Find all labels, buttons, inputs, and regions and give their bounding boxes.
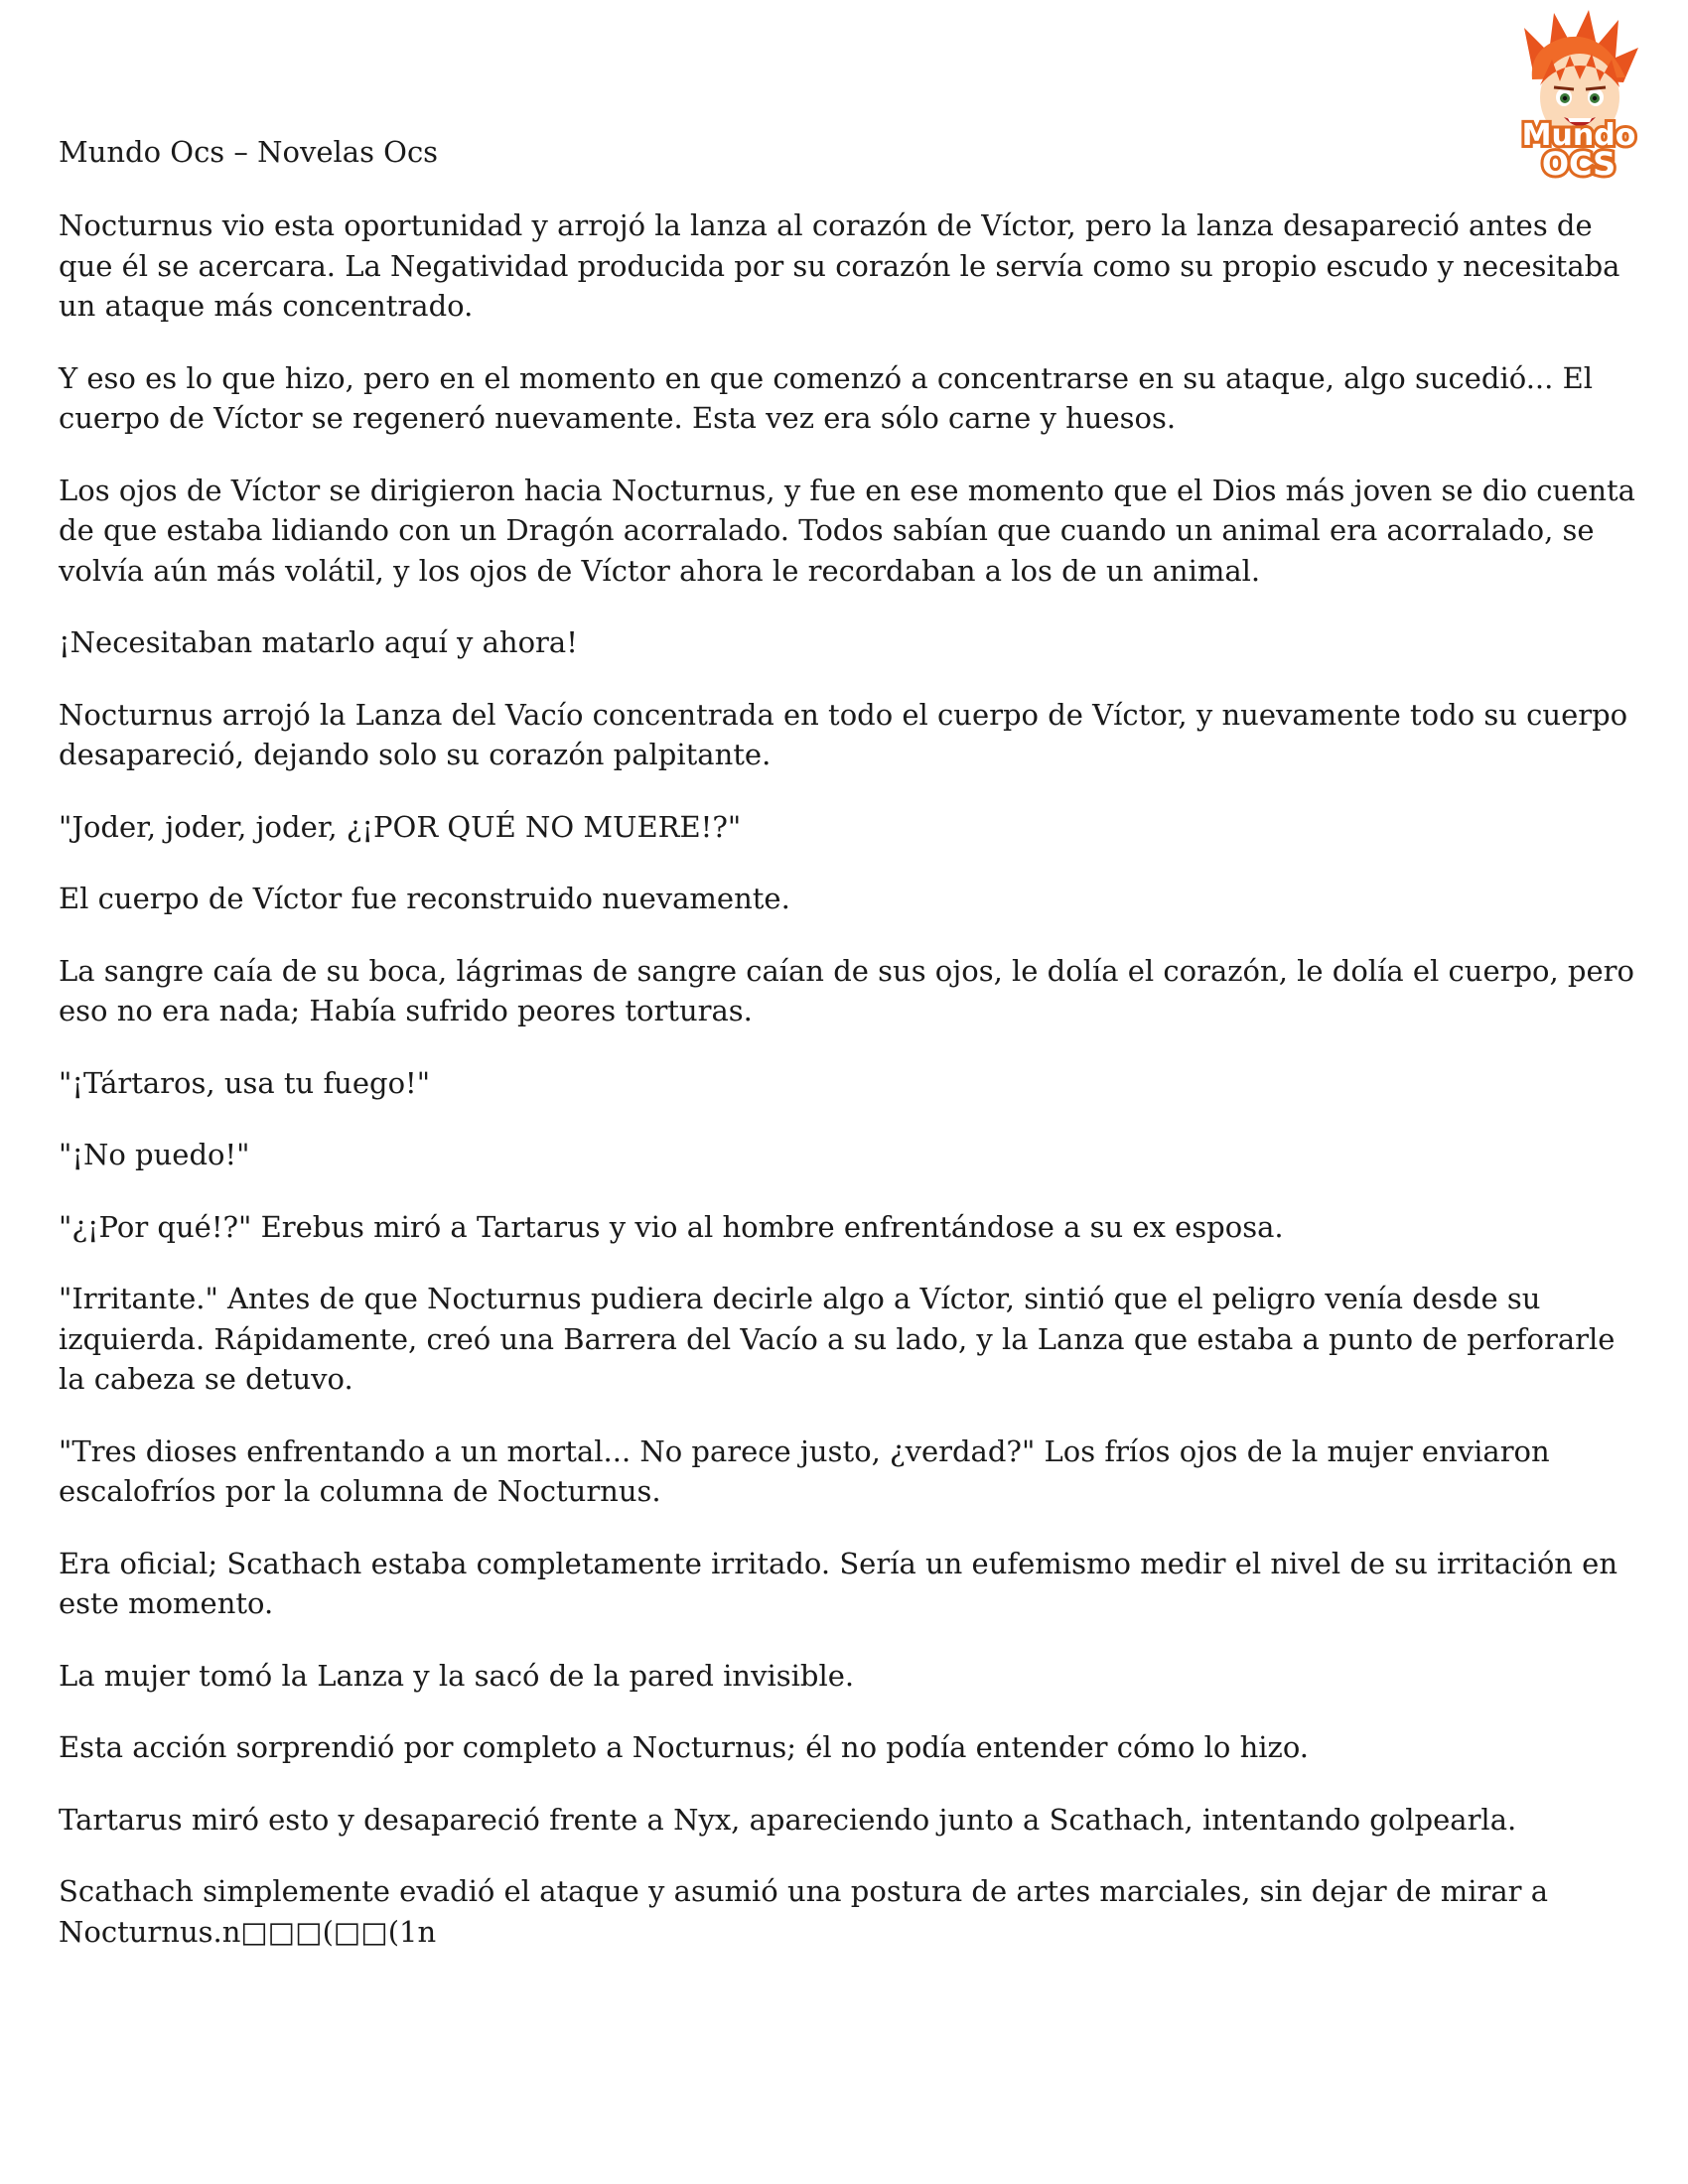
paragraph: Tartarus miró esto y desapareció frente a Nyx, apareciendo junto a Scathach, intentando golpearla.	[59, 1802, 1517, 1837]
anime-character-logo-icon	[1494, 8, 1663, 182]
paragraph: "¡No puedo!"	[59, 1138, 250, 1171]
logo-text-top: Mundo	[1521, 118, 1636, 153]
paragraph: La mujer tomó la Lanza y la sacó de la pared invisible.	[59, 1658, 855, 1693]
paragraph: Y eso es lo que hizo, pero en el momento en que comenzó a concentrarse en su ataque, algo sucedió... El cuerpo de Víctor se regeneró nuevamente. Esta vez era sólo carne y huesos.	[59, 360, 1594, 435]
page-header: Mundo Ocs – Novelas Ocs	[59, 135, 439, 169]
logo-text-bottom: OCS	[1541, 145, 1617, 182]
paragraph: Nocturnus vio esta oportunidad y arrojó la lanza al corazón de Víctor, pero la lanza desapareció antes de que él se acercara. La Negatividad producida por su corazón le servía como su propio escudo y necesitaba un ataque más concentrado.	[59, 208, 1620, 323]
paragraph: ¡Necesitaban matarlo aquí y ahora!	[59, 625, 578, 659]
paragraph: Scathach simplemente evadió el ataque y asumió una postura de artes marciales, sin dejar de mirar a Nocturnus.n□□□(□□(1n	[59, 1874, 1549, 1949]
paragraph: "Tres dioses enfrentando a un mortal... No parece justo, ¿verdad?" Los fríos ojos de la mujer enviaron escalofríos por la columna de Nocturnus.	[59, 1433, 1550, 1508]
paragraph: "Joder, joder, joder, ¿¡POR QUÉ NO MUERE!?"	[59, 809, 742, 844]
paragraph: "¡Tártaros, usa tu fuego!"	[59, 1065, 431, 1100]
paragraph: "Irritante." Antes de que Nocturnus pudiera decirle algo a Víctor, sintió que el peligro venía desde su izquierda. Rápidamente, creó una Barrera del Vacío a su lado, y la Lanza que estaba a punto de perforarle la cabeza se detuvo.	[59, 1282, 1616, 1396]
paragraph: Era oficial; Scathach estaba completamente irritado. Sería un eufemismo medir el nivel de su irritación en este momento.	[59, 1546, 1618, 1620]
paragraph: "¿¡Por qué!?" Erebus miró a Tartarus y vio al hombre enfrentándose a su ex esposa.	[59, 1209, 1284, 1244]
paragraph: Esta acción sorprendió por completo a Nocturnus; él no podía entender cómo lo hizo.	[59, 1730, 1309, 1764]
paragraph: La sangre caía de su boca, lágrimas de sangre caían de sus ojos, le dolía el corazón, le dolía el cuerpo, pero eso no era nada; Había sufrido peores torturas.	[59, 953, 1634, 1027]
paragraph: Los ojos de Víctor se dirigieron hacia Nocturnus, y fue en ese momento que el Dios más joven se dio cuenta de que estaba lidiando con un Dragón acorralado. Todos sabían que cuando un animal era acorralado, se volvía aún más volátil, y los ojos de Víctor ahora le recordaban a los de un animal.	[59, 473, 1635, 588]
document-body	[59, 205, 1647, 1983]
paragraph: Nocturnus arrojó la Lanza del Vacío concentrada en todo el cuerpo de Víctor, y nuevamente todo su cuerpo desapareció, dejando solo su corazón palpitante.	[59, 697, 1628, 771]
paragraph: El cuerpo de Víctor fue reconstruido nuevamente.	[59, 882, 790, 915]
